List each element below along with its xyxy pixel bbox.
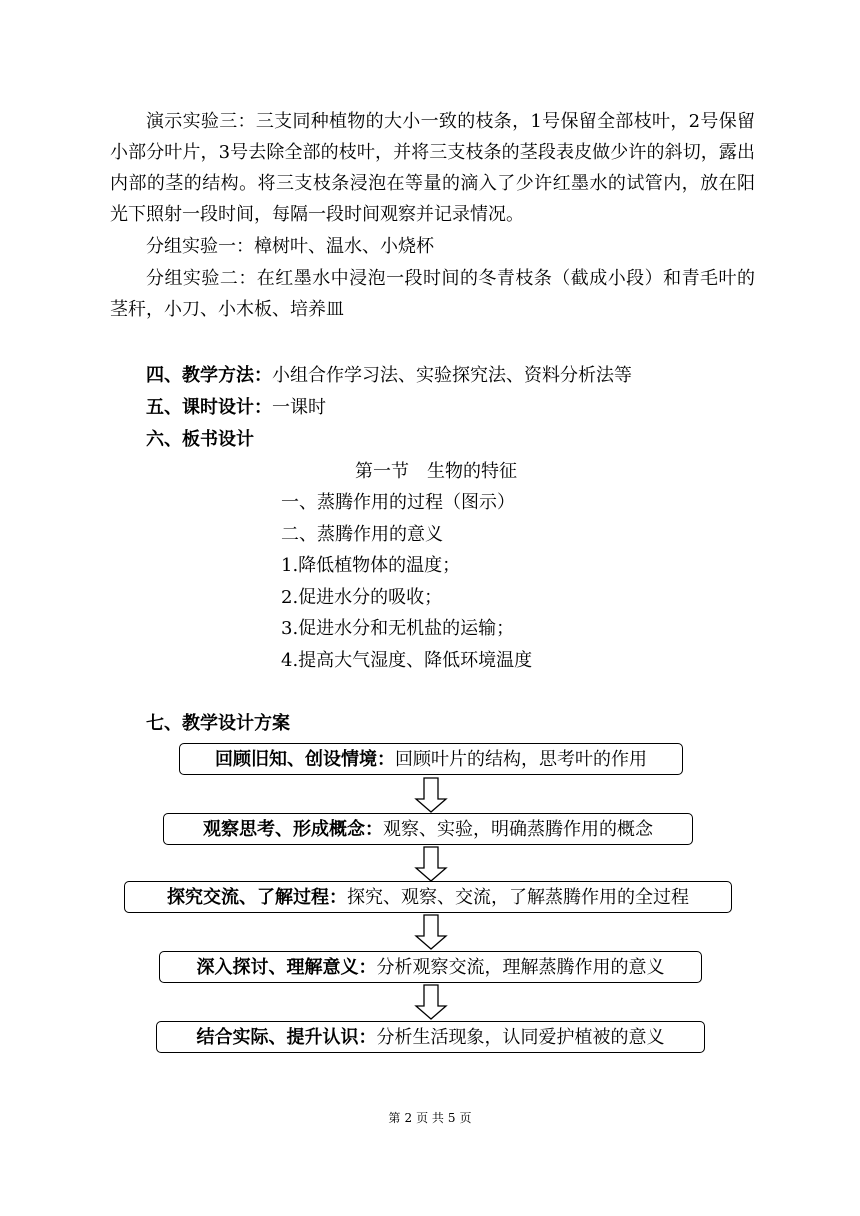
board-line: 2.促进水分的吸收； — [281, 587, 443, 608]
section-value: 一课时 — [272, 397, 326, 418]
board-title: 第一节 生物的特征 — [355, 461, 517, 482]
flow-step-key: 深入探讨、理解意义： — [196, 956, 377, 978]
flow-step-observe — [163, 813, 693, 845]
flow-step-text: 探究、观察、交流，了解蒸腾作用的全过程 — [347, 886, 689, 908]
footer-page-number: 2 — [404, 1111, 413, 1125]
section-period-design — [146, 393, 326, 423]
section-teaching-plan — [146, 709, 290, 739]
footer-total-pages: 5 — [447, 1111, 456, 1125]
flow-step-text: 分析观察交流，理解蒸腾作用的意义 — [376, 956, 665, 978]
flow-step-key: 结合实际、提升认识： — [196, 1026, 377, 1048]
footer-middle: 页 共 — [416, 1111, 444, 1125]
flow-step-apply — [156, 1021, 705, 1053]
flow-step-text: 分析生活现象，认同爱护植被的意义 — [376, 1026, 665, 1048]
flow-step-key: 探究交流、了解过程： — [167, 886, 347, 908]
paragraph-demo-experiment-3: 演示实验三：三支同种植物的大小一致的枝条，1号保留全部枝叶，2号保留小部分叶片，3号去除全部的枝叶，并将三支枝条的茎段表皮做少许的斜切，露出内部的茎的结构。将三支枝条浸泡在等量的滴入了少许红墨水的试管内，放在阳光下照射一段时间，每隔一段时间观察并记录情况。 — [110, 111, 755, 225]
section-label: 五、课时设计： — [146, 397, 272, 418]
board-line: 一、蒸腾作用的过程（图示） — [281, 492, 515, 513]
flow-step-text: 观察、实验，明确蒸腾作用的概念 — [383, 818, 653, 840]
flow-step-review — [179, 743, 683, 775]
board-line: 1.降低植物体的温度； — [281, 555, 461, 576]
flow-step-text: 回顾叶片的结构，思考叶的作用 — [395, 748, 647, 770]
down-arrow-icon — [414, 914, 448, 950]
board-line: 二、蒸腾作用的意义 — [281, 524, 443, 545]
flow-step-key: 观察思考、形成概念： — [203, 818, 383, 840]
board-line: 3.促进水分和无机盐的运输； — [281, 618, 515, 639]
page-footer — [0, 1110, 860, 1126]
down-arrow-icon — [414, 846, 448, 882]
down-arrow-icon — [414, 777, 448, 813]
flow-step-key: 回顾旧知、创设情境： — [215, 748, 395, 770]
section-value: 小组合作学习法、实验探究法、资料分析法等 — [272, 365, 632, 386]
section-label: 六、板书设计 — [146, 429, 254, 450]
flow-step-discuss — [159, 951, 702, 983]
section-teaching-methods — [146, 361, 632, 391]
section-label: 四、教学方法： — [146, 365, 272, 386]
footer-suffix: 页 — [459, 1111, 472, 1125]
section-label: 七、教学设计方案 — [146, 713, 290, 734]
down-arrow-icon — [414, 984, 448, 1020]
section-board-design — [146, 425, 254, 455]
flow-step-explore — [124, 881, 732, 913]
board-line: 4.提高大气湿度、降低环境温度 — [281, 650, 533, 671]
paragraph-group-experiment-1: 分组实验一：樟树叶、温水、小烧杯 — [146, 236, 434, 257]
footer-prefix: 第 — [388, 1111, 401, 1125]
paragraph-group-experiment-2: 分组实验二：在红墨水中浸泡一段时间的冬青枝条（截成小段）和青毛叶的茎秆，小刀、小木板、培养皿 — [110, 268, 755, 320]
